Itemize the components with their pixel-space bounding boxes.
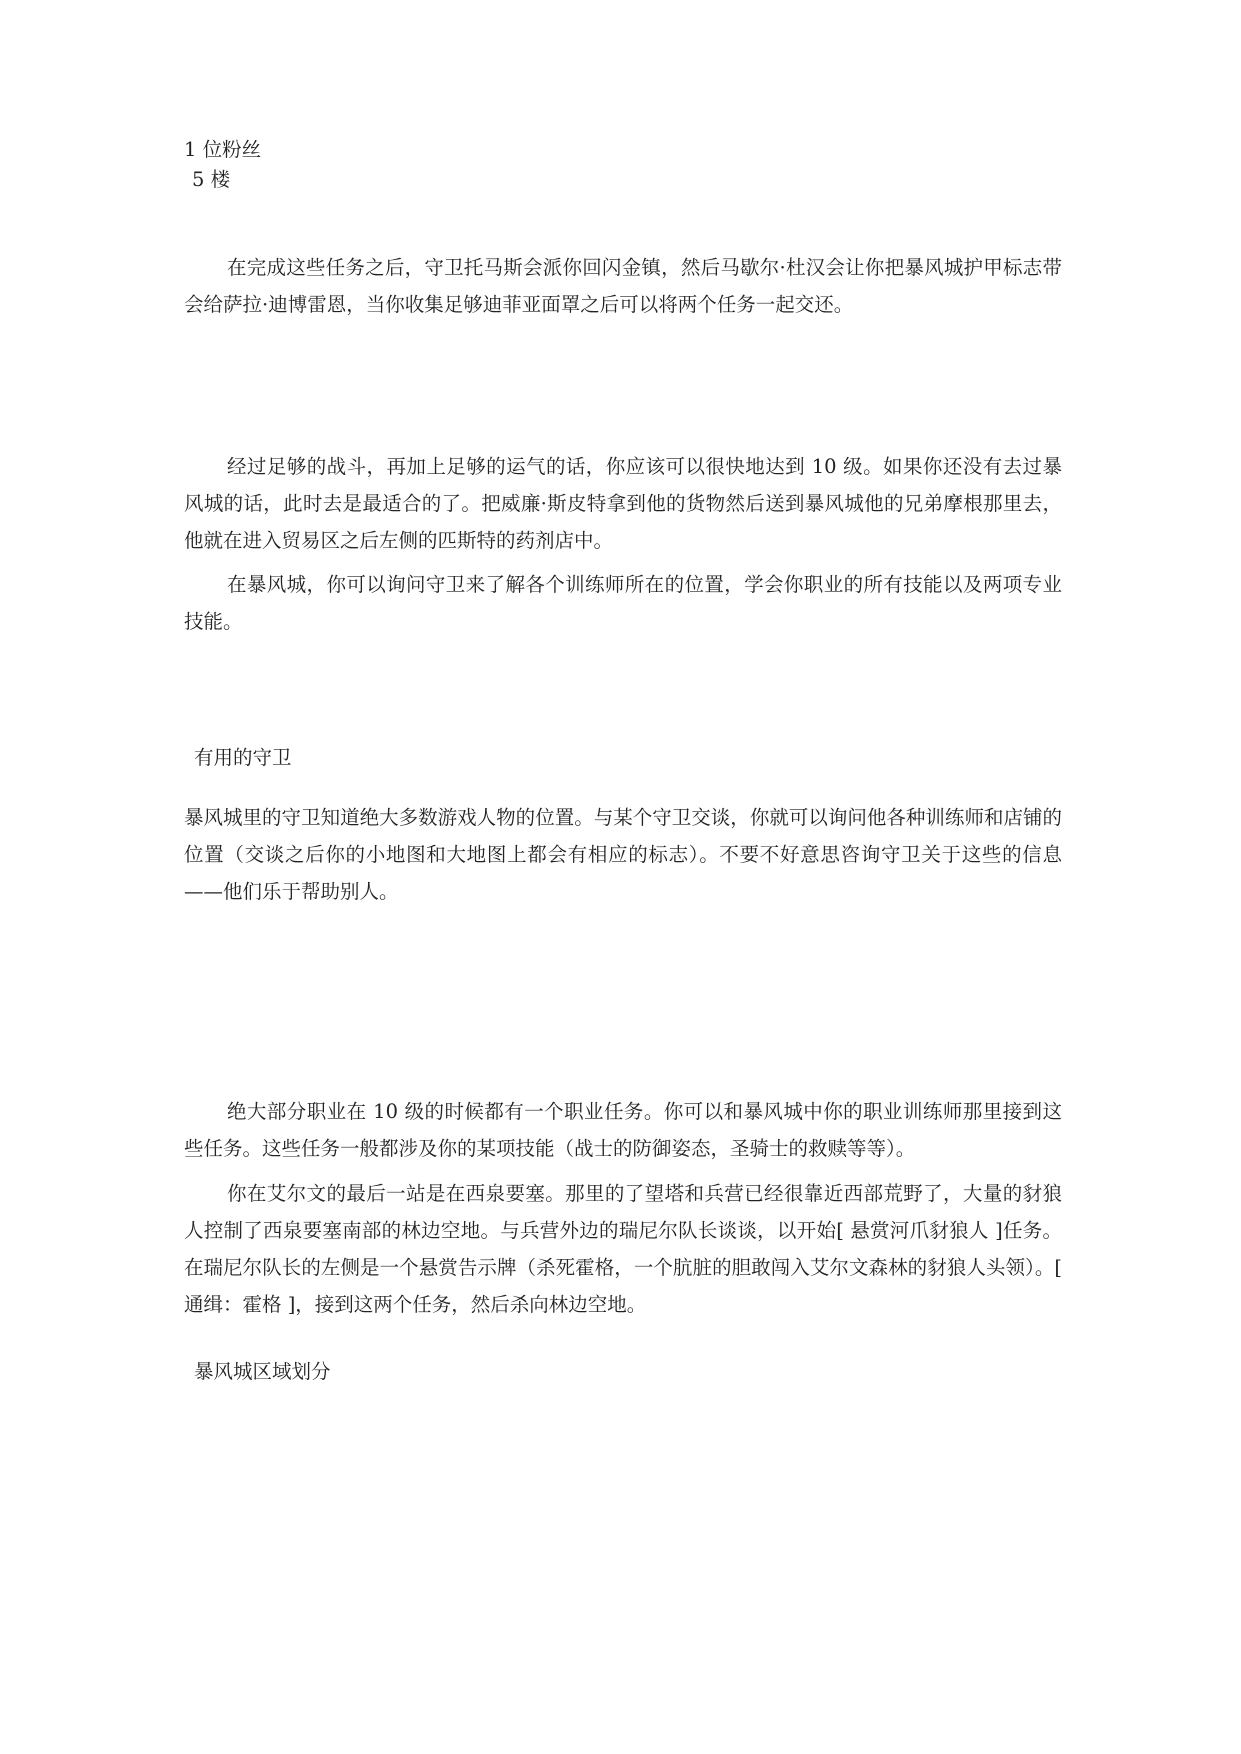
paragraph: 暴风城里的守卫知道绝大多数游戏人物的位置。与某个守卫交谈，你就可以询问他各种训练师和店铺的位置（交谈之后你的小地图和大地图上都会有相应的标志）。不要不好意思咨询守卫关于这些的信息——他们乐于帮助别人。 <box>184 806 1062 903</box>
paragraph: 在完成这些任务之后，守卫托马斯会派你回闪金镇，然后马歇尔·杜汉会让你把暴风城护甲标志带会给萨拉·迪博雷恩，当你收集足够迪菲亚面罩之后可以将两个任务一起交还。 <box>184 256 1062 316</box>
section-heading: 有用的守卫 <box>194 746 292 769</box>
paragraph: 绝大部分职业在 10 级的时候都有一个职业任务。你可以和暴风城中你的职业训练师那里接到这些任务。这些任务一般都涉及你的某项技能（战士的防御姿态，圣骑士的救赎等等）。 <box>184 1100 1062 1160</box>
paragraph: 在暴风城，你可以询问守卫来了解各个训练师所在的位置，学会你职业的所有技能以及两项专业技能。 <box>184 573 1062 633</box>
paragraph: 你在艾尔文的最后一站是在西泉要塞。那里的了望塔和兵营已经很靠近西部荒野了，大量的豺狼人控制了西泉要塞南部的林边空地。与兵营外边的瑞尼尔队长谈谈，以开始[ 悬赏河爪豺狼人 ]任务。在瑞尼尔队长的左侧是一个悬赏告示牌（杀死霍格，一个肮脏的胆敢闯入艾尔文森林的豺狼人头领）。[ 通缉：霍格 ]，接到这两个任务，然后杀向林边空地。 <box>184 1182 1062 1316</box>
paragraph: 经过足够的战斗，再加上足够的运气的话，你应该可以很快地达到 10 级。如果你还没有去过暴风城的话，此时去是最适合的了。把威廉·斯皮特拿到他的货物然后送到暴风城他的兄弟摩根那里去，他就在进入贸易区之后左侧的匹斯特的药剂店中。 <box>184 455 1062 552</box>
fans-count: 1 位粉丝 <box>184 138 262 161</box>
section-heading: 暴风城区域划分 <box>194 1360 331 1383</box>
floor-number: 5 楼 <box>192 168 231 191</box>
